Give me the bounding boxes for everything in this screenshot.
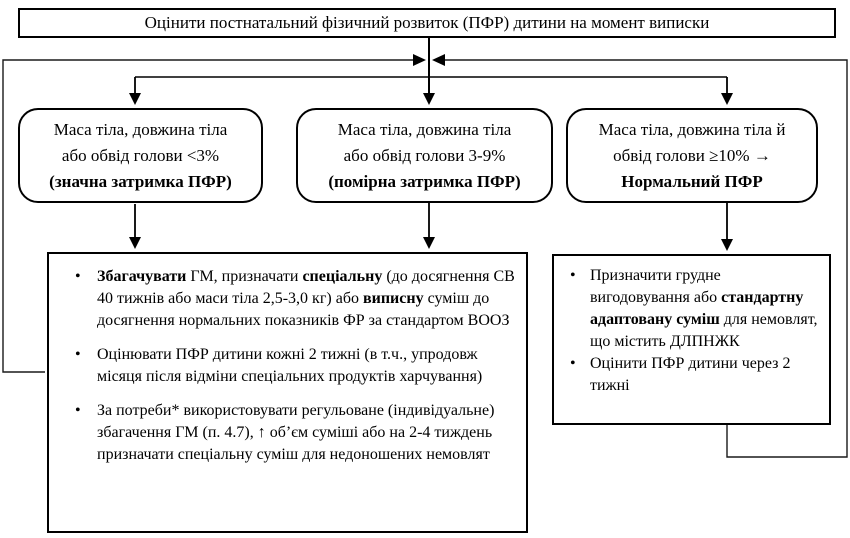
feedback-arrowhead-left	[413, 54, 426, 66]
bullet-text: Оцінити ПФР дитини через 2 тижні	[590, 355, 791, 394]
branch-box-significant-delay	[18, 108, 263, 203]
bullet-item	[75, 400, 516, 466]
bullet-item	[570, 265, 823, 353]
feedback-arrowhead-right	[432, 54, 445, 66]
branch-line: обвід голови ≥10% →	[613, 145, 771, 165]
action-box-normal-pfr	[552, 254, 831, 425]
bullet-marker: •	[75, 346, 81, 363]
bullet-marker: •	[75, 402, 81, 419]
arrowhead-to-moderate-box	[423, 93, 435, 105]
branch-box-normal	[566, 108, 818, 203]
arrowhead-normal-to-actions	[721, 239, 733, 251]
branch-line: або обвід голови 3-9%	[343, 145, 506, 165]
arrowhead-to-significant-box	[129, 93, 141, 105]
bullet-item	[75, 344, 516, 388]
bullet-item	[570, 353, 823, 397]
title-box	[18, 8, 836, 38]
arrowhead-moderate-to-actions	[423, 237, 435, 249]
action-box-delayed-pfr	[47, 252, 528, 533]
bullet-text: За потреби* використовувати регульоване (індивідуальне) збагачення ГМ (п. 4.7), ↑ об’єм суміші або на 2-4 тиждень призначати спеціальну суміш для недоношених немовлят	[97, 402, 495, 463]
branch-line: Маса тіла, довжина тіла	[53, 119, 228, 139]
bullet-text: Оцінювати ПФР дитини кожні 2 тижні (в т.ч., упродовж місяця після відміни спеціальних продуктів харчування)	[97, 346, 483, 385]
bullet-item	[75, 266, 516, 332]
bullet-text: Збагачувати ГМ, призначати спеціальну (до досягнення СВ 40 тижнів або маси тіла 2,5-3,0 кг) або виписну суміш до досягнення нормальних показників ФР за стандартом ВООЗ	[97, 268, 515, 329]
bullet-marker: •	[75, 268, 81, 285]
bullet-text: Призначити грудне вигодовування або стандартну адаптовану суміш для немовлят, що містить ДЛПНЖК	[590, 267, 818, 350]
branch-conclusion: (помірна затримка ПФР)	[328, 171, 521, 191]
branch-conclusion: (значна затримка ПФР)	[49, 171, 232, 191]
arrowhead-significant-to-actions	[129, 237, 141, 249]
bullet-marker: •	[570, 355, 576, 372]
bullet-marker: •	[570, 267, 576, 284]
branch-conclusion: Нормальний ПФР	[621, 171, 763, 191]
branch-line: Маса тіла, довжина тіла й	[598, 119, 786, 139]
branch-box-moderate-delay	[296, 108, 553, 203]
branch-line: або обвід голови <3%	[61, 145, 220, 165]
arrowhead-to-normal-box	[721, 93, 733, 105]
branch-line: Маса тіла, довжина тіла	[337, 119, 512, 139]
page-title: Оцінити постнатальний фізичний розвиток (ПФР) дитини на момент виписки	[144, 13, 710, 32]
